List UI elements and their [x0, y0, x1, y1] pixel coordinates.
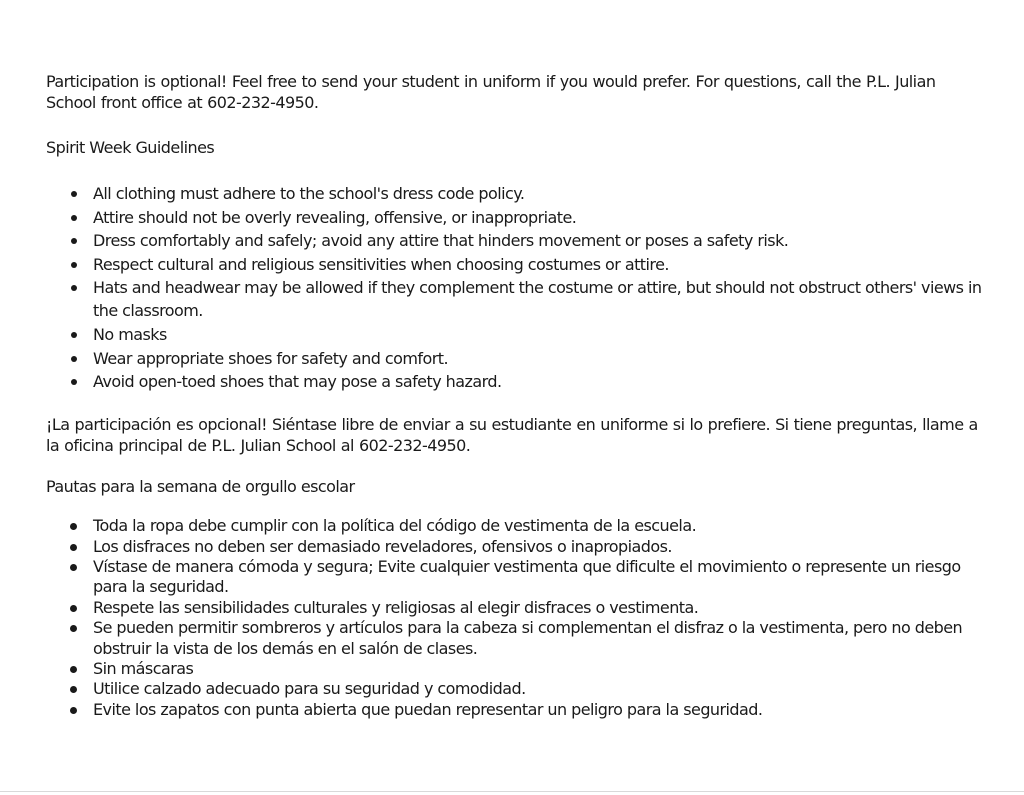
guidelines-list-english: [46, 182, 986, 393]
list-item: Sin máscaras: [46, 659, 986, 679]
list-item: Toda la ropa debe cumplir con la política del código de vestimenta de la escuela.: [46, 516, 986, 536]
list-item: All clothing must adhere to the school's dress code policy.: [46, 182, 986, 205]
guidelines-list-spanish: [46, 516, 986, 720]
list-item: Respect cultural and religious sensitivities when choosing costumes or attire.: [46, 253, 986, 276]
list-item: Dress comfortably and safely; avoid any attire that hinders movement or poses a safety risk.: [46, 229, 986, 252]
list-item: Utilice calzado adecuado para su seguridad y comodidad.: [46, 679, 986, 699]
list-item: Attire should not be overly revealing, offensive, or inappropriate.: [46, 206, 986, 229]
intro-paragraph-english: Participation is optional! Feel free to send your student in uniform if you would prefer. For questions, call the P.L. Julian School front office at 602-232-4950.: [46, 72, 936, 112]
guidelines-title-spanish: Pautas para la semana de orgullo escolar: [46, 477, 355, 497]
list-item: Wear appropriate shoes for safety and comfort.: [46, 347, 986, 370]
list-item: Hats and headwear may be allowed if they complement the costume or attire, but should not obstruct others' views in the classroom.: [46, 276, 986, 322]
document-body: [46, 71, 986, 720]
list-item: Respete las sensibilidades culturales y religiosas al elegir disfraces o vestimenta.: [46, 598, 986, 618]
list-item: Vístase de manera cómoda y segura; Evite cualquier vestimenta que dificulte el movimiento o represente un riesgo para la seguridad.: [46, 557, 986, 598]
list-item: Los disfraces no deben ser demasiado reveladores, ofensivos o inapropiados.: [46, 537, 986, 557]
list-item: Evite los zapatos con punta abierta que puedan representar un peligro para la seguridad.: [46, 700, 986, 720]
intro-paragraph-spanish: ¡La participación es opcional! Siéntase libre de enviar a su estudiante en uniforme si lo prefiere. Si tiene preguntas, llame a la oficina principal de P.L. Julian School al 602-232-4950.: [46, 415, 978, 456]
page-bottom-divider: [0, 791, 1024, 792]
list-item: No masks: [46, 323, 986, 346]
list-item: Avoid open-toed shoes that may pose a safety hazard.: [46, 370, 986, 393]
guidelines-title-english: Spirit Week Guidelines: [46, 138, 215, 157]
list-item: Se pueden permitir sombreros y artículos para la cabeza si complementan el disfraz o la vestimenta, pero no deben obstruir la vista de los demás en el salón de clases.: [46, 618, 986, 659]
